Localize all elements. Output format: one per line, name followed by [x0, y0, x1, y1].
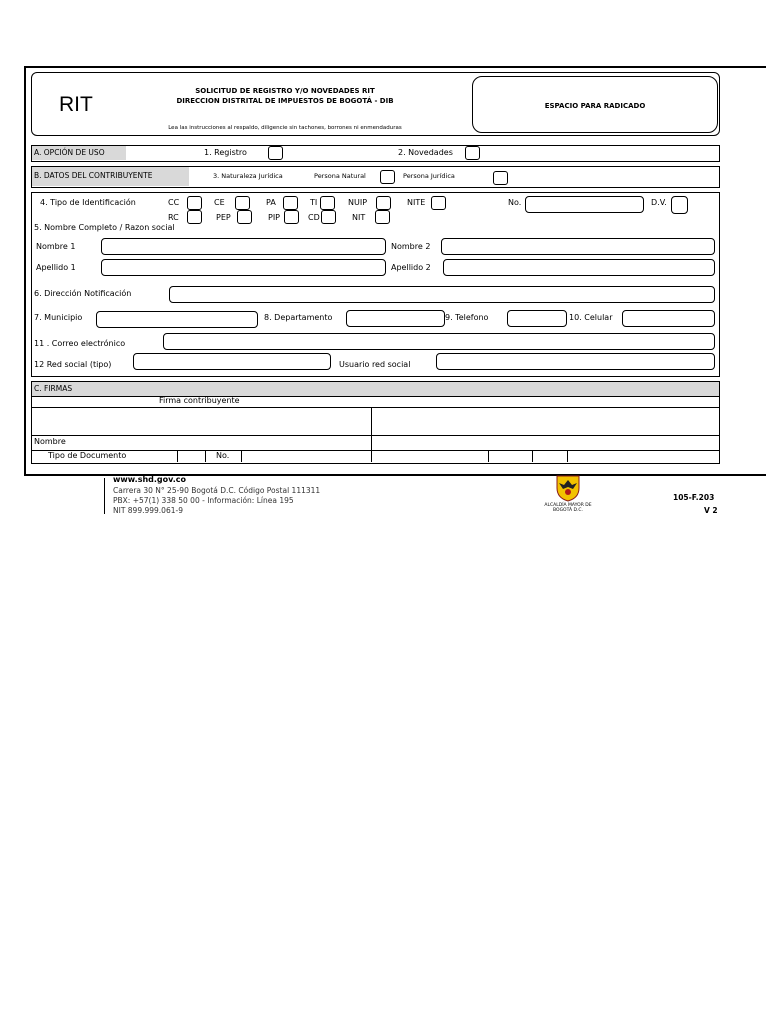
id-nuip-checkbox[interactable]	[376, 196, 391, 210]
id-pep-checkbox[interactable]	[237, 210, 252, 224]
nombre-completo-label: 5. Nombre Completo / Razon social	[34, 223, 175, 232]
nombre2-field[interactable]	[441, 238, 715, 255]
id-pa-label: PA	[266, 198, 276, 207]
footer-divider	[104, 478, 105, 514]
dv-field[interactable]	[671, 196, 688, 214]
footer-website: www.shd.gov.co	[113, 475, 186, 484]
firma-divider	[32, 396, 719, 397]
nombre-line	[32, 435, 719, 436]
id-pip-label: PIP	[268, 213, 281, 222]
id-number-field[interactable]	[525, 196, 644, 213]
bogota-seal-icon	[553, 474, 583, 502]
id-nit-checkbox[interactable]	[375, 210, 390, 224]
footer-phone: PBX: +57(1) 338 50 00 - Información: Línea 195	[113, 496, 294, 505]
celular-label: 10. Celular	[569, 313, 613, 322]
tipo-doc-line	[32, 450, 719, 451]
direccion-label: 6. Dirección Notificación	[34, 289, 132, 298]
tipo-id-label: 4. Tipo de Identificación	[40, 198, 136, 207]
registro-checkbox[interactable]	[268, 146, 283, 160]
persona-juridica-label: Persona Jurídica	[403, 172, 455, 180]
firma-field[interactable]	[33, 408, 371, 435]
apellido1-label: Apellido 1	[36, 263, 76, 272]
id-cc-checkbox[interactable]	[187, 196, 202, 210]
apellido2-field[interactable]	[443, 259, 715, 276]
section-c-title-bg	[32, 382, 719, 396]
correo-field[interactable]	[163, 333, 715, 350]
naturaleza-label: 3. Naturaleza Jurídica	[213, 172, 283, 180]
section-b-title: B. DATOS DEL CONTRIBUYENTE	[34, 171, 153, 180]
red-social-label: 12 Red social (tipo)	[34, 360, 112, 369]
persona-natural-label: Persona Natural	[314, 172, 366, 180]
id-rc-label: RC	[168, 213, 179, 222]
id-nit-label: NIT	[352, 213, 366, 222]
novedades-label: 2. Novedades	[398, 148, 453, 157]
tipo-doc-divider-3	[241, 450, 242, 462]
form-title-line2: DIRECCION DISTRITAL DE IMPUESTOS DE BOGOTÁ - DIB	[176, 97, 394, 105]
form-title-line1: SOLICITUD DE REGISTRO Y/O NOVEDADES RIT	[195, 87, 375, 95]
id-ti-checkbox[interactable]	[320, 196, 335, 210]
section-a-row	[31, 145, 720, 162]
id-number-label: No.	[508, 198, 522, 207]
id-pep-label: PEP	[216, 213, 231, 222]
id-nite-label: NITE	[407, 198, 426, 207]
form-code: 105-F.203	[673, 493, 715, 502]
tipo-doc-divider-1	[177, 450, 178, 462]
nombre2-label: Nombre 2	[391, 242, 431, 251]
seal-text: ALCALDÍA MAYOR DE BOGOTÁ D.C.	[544, 503, 592, 513]
departamento-label: 8. Departamento	[264, 313, 333, 322]
footer-address: Carrera 30 N° 25-90 Bogotá D.C. Código Postal 111311	[113, 486, 321, 495]
municipio-label: 7. Municipio	[34, 313, 83, 322]
novedades-checkbox[interactable]	[465, 146, 480, 160]
registro-label: 1. Registro	[204, 148, 247, 157]
nombre-label: Nombre	[34, 437, 66, 446]
municipio-field[interactable]	[96, 311, 258, 328]
tipo-doc-divider-4	[488, 450, 489, 462]
persona-juridica-checkbox[interactable]	[493, 171, 508, 185]
telefono-field[interactable]	[507, 310, 567, 327]
tipo-documento-label: Tipo de Documento	[48, 451, 127, 460]
nombre1-label: Nombre 1	[36, 242, 76, 251]
id-nite-checkbox[interactable]	[431, 196, 446, 210]
tipo-doc-divider-5	[532, 450, 533, 462]
nombre1-field[interactable]	[101, 238, 386, 255]
id-cd-label: CD	[308, 213, 320, 222]
footer-nit: NIT 899.999.061-9	[113, 506, 183, 515]
id-ce-checkbox[interactable]	[235, 196, 250, 210]
form-version: V 2	[704, 506, 718, 515]
celular-field[interactable]	[622, 310, 715, 327]
usuario-red-label: Usuario red social	[339, 360, 411, 369]
id-rc-checkbox[interactable]	[187, 210, 202, 224]
tipo-doc-divider-2	[205, 450, 206, 462]
id-pip-checkbox[interactable]	[284, 210, 299, 224]
section-a-title: A. OPCIÓN DE USO	[34, 148, 105, 157]
direccion-field[interactable]	[169, 286, 715, 303]
doc-number-label: No.	[216, 451, 230, 460]
red-social-field[interactable]	[133, 353, 331, 370]
id-ce-label: CE	[214, 198, 225, 207]
telefono-label: 9. Telefono	[445, 313, 489, 322]
apellido2-label: Apellido 2	[391, 263, 431, 272]
usuario-red-field[interactable]	[436, 353, 715, 370]
correo-label: 11 . Correo electrónico	[34, 339, 126, 348]
instructions-text: Lea las instrucciones al respaldo, diligencie sin tachones, borrones ni enmendaduras	[168, 125, 402, 131]
section-c-title: C. FIRMAS	[34, 384, 73, 393]
id-cc-label: CC	[168, 198, 180, 207]
rit-logo: RIT	[59, 93, 93, 116]
id-pa-checkbox[interactable]	[283, 196, 298, 210]
departamento-field[interactable]	[346, 310, 445, 327]
id-cd-checkbox[interactable]	[321, 210, 336, 224]
id-ti-label: TI	[310, 198, 318, 207]
dv-label: D.V.	[651, 198, 667, 207]
radicado-label: ESPACIO PARA RADICADO	[544, 102, 646, 110]
persona-natural-checkbox[interactable]	[380, 170, 395, 184]
apellido1-field[interactable]	[101, 259, 386, 276]
id-nuip-label: NUIP	[348, 198, 368, 207]
tipo-doc-divider-6	[567, 450, 568, 462]
firma-label: Firma contribuyente	[159, 396, 240, 405]
